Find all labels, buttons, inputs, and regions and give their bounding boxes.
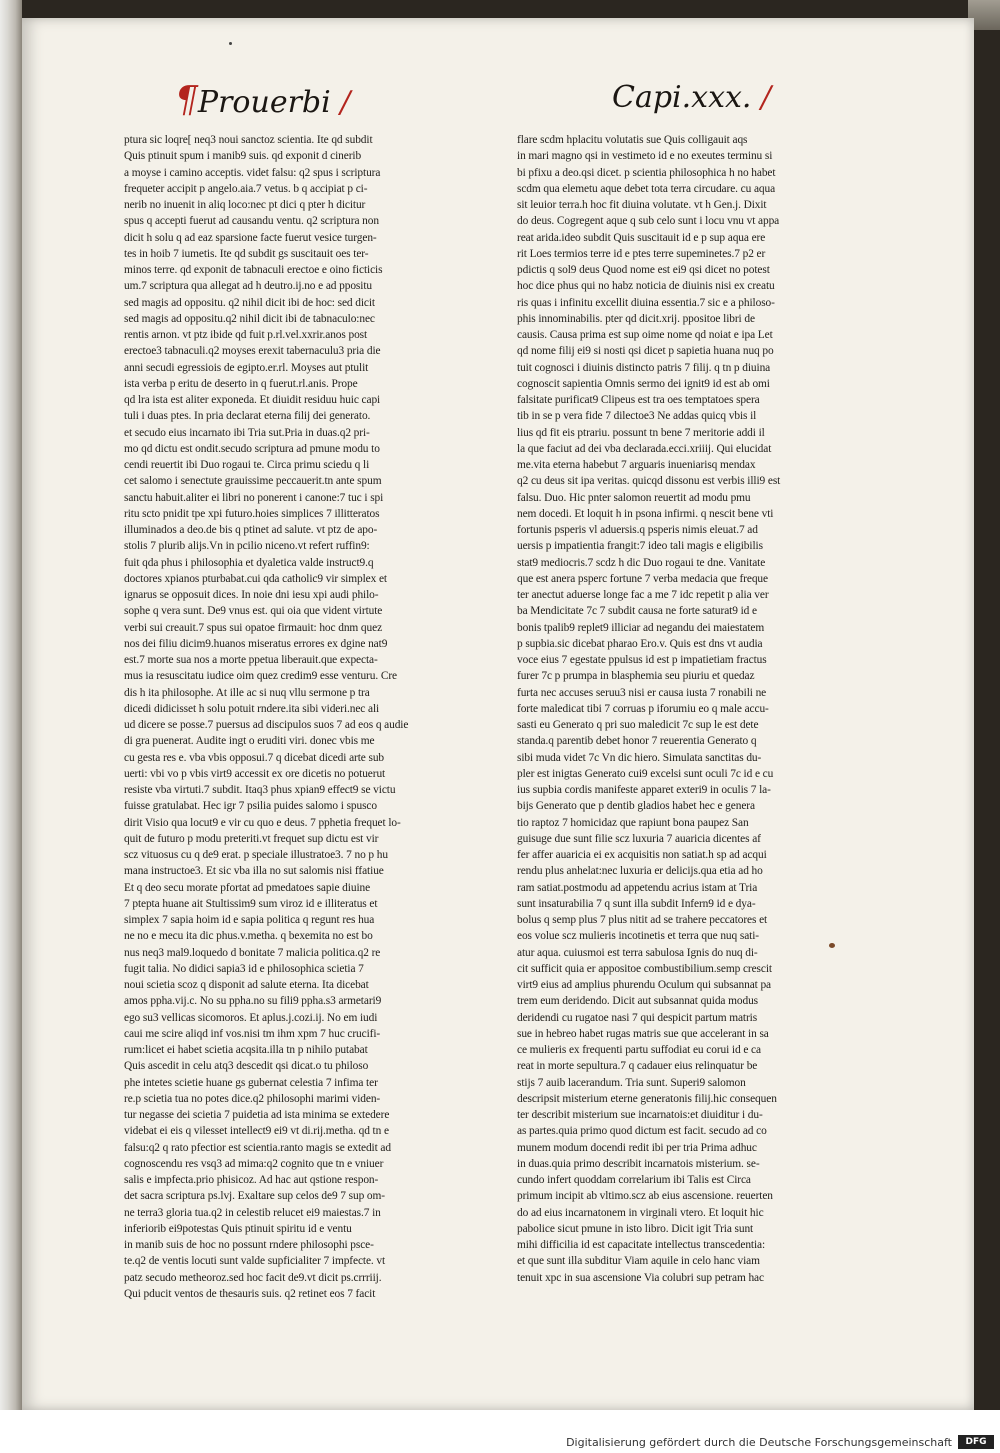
- text-line: virt9 eius ad amplius phurendu Oculum qui subsannat pa: [517, 979, 772, 991]
- text-line: dirit Visio qua locut9 e vir cu quo e deus. 7 pphetia frequet lo-: [124, 816, 401, 829]
- text-line: re.p scietia tua no potes dice.q2 philosophi marimi viden-: [124, 1092, 381, 1105]
- text-line: qd lra ista est aliter exponeda. Et diuidit residuu huic capi: [124, 394, 381, 406]
- text-line: tib in se p vera fide 7 dilectoe3 Ne addas quicq vbis il: [517, 410, 757, 423]
- text-line: rentis arnon. vt ptz ibide qd fuit p.rl.vel.xxrir.anos post: [124, 329, 368, 341]
- text-line: ter describit misterium sue incarnatois:et diuiditur i du-: [517, 1109, 763, 1121]
- text-line: sanctu habuit.aliter ei libri no ponerent i canone:7 tuc i spi: [124, 491, 384, 504]
- text-line: di gra puenerat. Audite ingt o eruditi viri. donec vbis me: [124, 735, 375, 748]
- text-line: illuminados a deo.de bis q ptinet ad salute. vt ptz de apo-: [124, 524, 378, 536]
- ink-stain: [829, 943, 835, 948]
- text-line: sasti eu Generato q pri suo maledicit 7c sup le est dete: [517, 719, 759, 731]
- text-line: rum:licet ei habet scietia acqsita.illa tn p nihilo putabat: [124, 1044, 368, 1056]
- text-line: ram satiat.postmodu ad appetendu acrius istam at Tria: [517, 881, 758, 894]
- text-line: um.7 scriptura qua allegat ad h deutro.ij.no e ad ppositu: [124, 280, 372, 293]
- text-line: fugit talia. No didici sapia3 id e philosophica scietia 7: [124, 962, 364, 975]
- text-line: guisuge due sunt filie scz luxuria 7 auaricia dicentes af: [517, 832, 761, 845]
- text-line: in duas.quia primo describit incarnatois misterium. se-: [517, 1157, 760, 1170]
- text-line: dis h ita philosophe. At ille ac si nuq vllu sermone p tra: [124, 686, 370, 699]
- text-line: Quis ascedit in celu atq3 descedit qsi dicat.o tu philoso: [124, 1060, 369, 1073]
- text-line: sed magis ad oppositu.q2 nihil dicit ibi de tabnaculo:nec: [124, 312, 375, 325]
- text-line: ptura sic loqre[ neq3 noui sanctoz scientia. Ite qd subdit: [124, 134, 373, 146]
- text-line: deridendi cu rugatoe nasi 7 qui despicit partum matris: [517, 1011, 758, 1024]
- text-line: fer affer auaricia ei ex acquisitis non satiat.h sp ad acqui: [517, 849, 767, 861]
- text-line: Quis ptinuit spum i manib9 suis. qd exponit d cinerib: [124, 150, 362, 163]
- text-line: fuit qda phus i philosophia et dyaletica valde instruct9.q: [124, 556, 374, 569]
- book-page-edges-left: [0, 0, 22, 1410]
- text-line: cendi reuertit ibi Duo rogaui te. Circa primu sciedu q li: [124, 459, 370, 471]
- text-line: caui me scire aliqd inf vos.nisi tm ihm xpm 7 huc crucifi-: [124, 1027, 381, 1040]
- text-line: Et q deo secu morate pfortat ad pmedatoes sapie diuine: [124, 881, 371, 894]
- text-line: primum incipit ab vltimo.scz ab eius ascensione. reuerten: [517, 1190, 773, 1203]
- text-line: ris quas i infinitu excellit diuina essentia.7 sic e a philoso-: [517, 296, 775, 309]
- text-line: simplex 7 sapia hoim id e sapia politica q regunt res hua: [124, 914, 375, 926]
- text-line: falsitate purificat9 Clipeus est tra oes temptatoes spera: [517, 394, 760, 406]
- text-line: ritu scto pnidit tpe xpi futuro.hoies simplices 7 illitteratos: [124, 507, 380, 520]
- text-line: nos dei filiu dicim9.huanos miseratus errores ex dgine nat9: [124, 637, 388, 650]
- text-line: ce mulieris ex frequenti partu suffodiat eu corui id e ca: [517, 1044, 761, 1056]
- text-line: videbat ei eis q vilesset intellect9 ei9 vt di.rij.metha. qd tn e: [124, 1125, 389, 1138]
- text-line: rit Loes termios terre id e ptes terre supeminetes.7 p2 er: [517, 247, 766, 260]
- text-line: mihi difficilia id est capacitate intellectus transcedentia:: [517, 1239, 766, 1251]
- text-line: tuit cognosci i diuinis distincto patris 7 filij. q tn p diuina: [517, 361, 771, 374]
- text-line: doctores xpianos pturbabat.cui qda catholic9 vir simplex et: [124, 572, 387, 585]
- text-line: resiste vba virtuti.7 subdit. Itaq3 phus xpian9 effect9 se victu: [124, 784, 396, 796]
- text-line: frequeter accipit p angelo.aia.7 vetus. b q accipiat p ci-: [124, 182, 368, 195]
- text-line: erectoe3 tabnaculi.q2 moyses erexit tabernaculu3 pria die: [124, 345, 381, 358]
- running-head-left-text: Prouerbi: [197, 85, 331, 120]
- text-line: inferiorib ei9potestas Quis ptinuit spiritu id e ventu: [124, 1222, 352, 1235]
- text-line: munem modum docendi redit ibi per tria Prima adhuc: [517, 1141, 757, 1154]
- text-line: q2 cu deus sit ipa veritas. quicqd dissonu est verbis illi9 est: [517, 475, 781, 488]
- text-line: et secudo eius incarnato ibi Tria sut.Pria in duas.q2 pri-: [124, 426, 370, 439]
- text-line: reat arida.ideo subdit Quis suscitauit id e p sup aqua ere: [517, 231, 766, 244]
- text-line: lius qd fit eis ptrariu. possunt tn bene 7 meritorie addi il: [517, 426, 765, 439]
- text-line: in mari magno qsi in vestimeto id e no exeutes terminu si: [517, 150, 773, 163]
- text-line: sed magis ad oppositu. q2 nihil dicit ibi de hoc: sed dicit: [124, 296, 375, 309]
- text-line: spus q accepti fuerut ad causandu ventu. q2 scriptura non: [124, 215, 379, 228]
- text-line: voce eius 7 egestate ppulsus id est p impatietiam fractus: [517, 654, 767, 666]
- text-line: falsu:q2 q rato pfectior est scientia.ranto magis se extedit ad: [124, 1141, 391, 1154]
- text-line: stolis 7 plurib alijs.Vn in pcilio niceno.vt refert ruffin9:: [124, 540, 370, 553]
- text-line: tuli i duas ptes. In pria declarat eterna filij dei generato.: [124, 410, 371, 423]
- text-line: mus ia resuscitatu iudice oim quez credim9 esse venturu. Cre: [124, 670, 397, 683]
- ink-mark: [229, 42, 232, 45]
- text-line: est.7 morte sua nos a morte ppetua liberauit.que expecta-: [124, 654, 378, 666]
- text-line: mana instructoe3. Et sic vba illa no sut salomis nisi ffatiue: [124, 865, 384, 878]
- text-line: dicit h solu q ad eaz sparsione facte fuerut vesice turgen-: [124, 231, 377, 244]
- text-line: sue in hebreo habet rugas matris sue que accelerant in sa: [517, 1027, 769, 1040]
- text-line: ter anectut aduerse longe fac a me 7 idc repetit p alia ver: [517, 589, 769, 601]
- text-line: ba Mendicitate 7c 7 subdit causa ne forte saturat9 id e: [517, 605, 757, 618]
- text-line: minos terre. qd exponit de tabnaculi erectoe e oino ficticis: [124, 264, 383, 276]
- text-line: la que faciut ad dei vba declarada.ecci.xriiij. Qui elucidat: [517, 442, 772, 455]
- text-line: tio raptoz 7 homicidaz que rapiunt bona paupez San: [517, 816, 749, 829]
- text-line: ud dicere se posse.7 puersus ad discipulos suos 7 ad eos q audie: [124, 719, 409, 731]
- text-line: uerti: vbi vo p vbis virt9 accessit ex ore dicetis no potuerut: [124, 767, 386, 780]
- text-line: bonis tpalib9 replet9 illiciar ad negandu dei maiestatem: [517, 621, 765, 634]
- text-line: phis innominabilis. pter qd dicit.xrij. ppositoe libri de: [517, 312, 755, 325]
- text-line: scz vituosus cu q de9 erat. p speciale illustratoe3. 7 no p hu: [124, 849, 388, 861]
- dfg-logo: DFG: [958, 1435, 994, 1449]
- text-line: cundo infert quoddam correlarium ibi Talis est Circa: [517, 1174, 751, 1186]
- text-line: cu gesta res e. vba vbis opposui.7 q dicebat dicedi arte sub: [124, 751, 385, 764]
- text-line: atur aqua. cuiusmoi est terra sabulosa Ignis do nuq di-: [517, 946, 758, 959]
- text-line: mo qd dictu est ondit.secudo scriptura ad pmune modu to: [124, 442, 380, 455]
- text-line: reat in morte sepultura.7 q cadauer eius relinquatur be: [517, 1060, 758, 1073]
- text-line: descripsit misterium eterne generatonis filij.hic consequen: [517, 1092, 777, 1105]
- text-line: causis. Causa prima est sup oime nome qd noiat e ipa Let: [517, 329, 773, 341]
- text-line: trem eum deridendo. Dicit aut subsannat quida modus: [517, 995, 759, 1008]
- rubric-stroke: /: [330, 85, 351, 120]
- text-line: anni secudi egressiois de egipto.er.rl. Moyses aut ptulit: [124, 361, 369, 374]
- text-line: in manib suis de hoc no possunt rndere philosophi psce-: [124, 1239, 374, 1251]
- text-line: ego su3 vellicas sicomoros. Et aplus.j.cozi.ij. No em iudi: [124, 1011, 378, 1024]
- text-line: stat9 mediocris.7 scdz h dic Duo rogaui te dne. Vanitate: [517, 556, 766, 569]
- text-line: fortunis psperis vl aduersis.q psperis nimis eleuat.7 ad: [517, 524, 758, 536]
- text-column-left: [124, 132, 464, 1302]
- text-line: que est anera psperc fortune 7 verba medacia que freque: [517, 572, 768, 585]
- text-line: tur negasse dei scietia 7 puidetia ad ista minima se extedere: [124, 1109, 390, 1121]
- footer-bar: [0, 1410, 1000, 1453]
- text-line: sibi muda videt 7c Vn dic hiero. Simulata sanctitas du-: [517, 751, 762, 764]
- text-line: pabolice sicut pmune in isto libro. Dicit igit Tria sunt: [517, 1222, 754, 1235]
- text-line: me.vita eterna habebut 7 arguaris inueniarisq mendax: [517, 459, 756, 471]
- text-line: cit sufficit quia er appositoe combustibilium.semp crescit: [517, 962, 772, 975]
- text-line: et que sunt illa subditur Viam aquile in celo hanc viam: [517, 1255, 760, 1268]
- text-column-right: [517, 132, 857, 1286]
- text-line: verbi sui creauit.7 spus sui opatoe firmauit: hoc dnm quez: [124, 621, 383, 634]
- text-line: amos ppha.vij.c. No su ppha.no su fili9 ppha.s3 armetari9: [124, 995, 382, 1008]
- text-line: phe intetes scietie huane gs gubernat celestia 7 infima ter: [124, 1076, 378, 1089]
- text-line: bi pfixu a deo.qsi dicet. p scientia philosophica h no habet: [517, 166, 776, 179]
- text-line: hoc dice phus qui no habz noticia de diuinis nisi ex creatu: [517, 280, 775, 293]
- text-line: ista verba p eritu de deserto in q fuerut.rl.anis. Prope: [124, 377, 358, 390]
- text-line: nem docedi. Et loquit h in psona infirmi. q nescit bene vti: [517, 507, 774, 520]
- text-line: scdm qua elemetu aque debet tota terra circudare. cu aqua: [517, 182, 776, 195]
- text-line: 7 ptepta huane ait Stultissim9 sum viroz id e illiteratus et: [124, 897, 378, 910]
- text-line: sunt insaturabilia 7 q sunt illa subdit Infern9 id e dya-: [517, 897, 756, 910]
- text-line: pdictis q sol9 deus Quod nome est ei9 qsi dicet no potest: [517, 264, 770, 276]
- text-line: cet salomo i senectute grauissime peccauerit.tn ante spum: [124, 475, 382, 488]
- text-line: p supbia.sic dicebat pharao Ero.v. Quis est dns vt audia: [517, 637, 763, 650]
- text-line: patz secudo metheoroz.sed hoc facit de9.vt dicit ps.crrriij.: [124, 1271, 382, 1284]
- text-line: furta nec accuses seruu3 nisi er causa iusta 7 ronabili ne: [517, 686, 767, 699]
- text-line: stijs 7 auib lacerandum. Tria sunt. Superi9 salomon: [517, 1076, 746, 1089]
- text-line: sit leuior terra.h hoc fit diuina volutate. vt h Gen.j. Dixit: [517, 199, 767, 211]
- text-line: bijs Generato que p dentib gladios habet hec e genera: [517, 800, 755, 813]
- text-line: a moyse i camino acceptis. videt falsu: q2 spus i scriptura: [124, 166, 381, 179]
- text-line: tes in hoib 7 iumetis. Ite qd subdit gs suscitauit oes ter-: [124, 247, 369, 260]
- text-line: forte maledicat tibi 7 corruas p iforumiu eo q male accu-: [517, 702, 769, 715]
- text-line: quit de futuro p modu preteriti.vt frequet sup dictu est vir: [124, 832, 379, 845]
- running-head-left: [175, 80, 350, 120]
- text-line: sophe q vera sunt. De9 vnus est. qui oia que vident virtute: [124, 605, 383, 618]
- text-line: fuisse gratulabat. Hec igr 7 psilia puides salomo i spusco: [124, 800, 377, 813]
- text-line: falsu. Duo. Hic pnter salomon reuertit ad modu pmu: [517, 491, 751, 504]
- text-line: ius supbia cordis manifeste apparet exteri9 in oculis 7 la-: [517, 784, 771, 796]
- text-line: noui scietia scoz q disponit ad salute eterna. Ita dicebat: [124, 979, 369, 991]
- text-line: te.q2 de ventis locuti sunt valde supficialiter 7 impfecte. vt: [124, 1255, 386, 1268]
- text-line: nus neq3 mal9.loquedo d bonitate 7 malicia politica.q2 re: [124, 946, 381, 959]
- text-line: cognoscit sapientia Omnis sermo dei ignit9 id est ab omi: [517, 377, 770, 390]
- text-line: pler est inigtas Generato cui9 excelsi sunt oculi 7c id e cu: [517, 767, 774, 780]
- text-line: ignarus se opposuit dices. In noie dni iesu xpi audi philo-: [124, 589, 379, 601]
- text-line: bolus q semp plus 7 plus nitit ad se trahere peccatores et: [517, 914, 768, 926]
- text-line: dicedi didicisset h solu potuit rndere.ita sibi videri.nec ali: [124, 702, 380, 715]
- running-head-right: [612, 80, 771, 115]
- running-head-right-text: Capi.xxx.: [612, 80, 752, 115]
- text-line: as partes.quia primo quod dictum est facit. secudo ad co: [517, 1125, 767, 1138]
- rubric-stroke: /: [751, 80, 772, 115]
- text-line: ne no e mecu ita dic phus.v.metha. q bexemita no est bo: [124, 930, 373, 943]
- text-line: qd nome filij ei9 si nosti qsi dicet p sapietia huana nuq po: [517, 345, 774, 358]
- text-line: ne terra3 gloria tua.q2 in celestib relucet ei9 maiestas.7 in: [124, 1206, 381, 1219]
- footer-credit: Digitalisierung gefördert durch die Deutsche Forschungsgemeinschaft: [566, 1436, 952, 1449]
- text-line: salis e impfecta.prio phisicoz. Ad hac aut qstione respon-: [124, 1174, 379, 1186]
- text-line: tenuit xpc in sua ascensione Via colubri sup petram hac: [517, 1271, 764, 1284]
- text-line: flare scdm hplacitu volutatis sue Quis colligauit aqs: [517, 134, 748, 146]
- text-line: cognoscendu res vsq3 ad mima:q2 cognito que tn e vniuer: [124, 1157, 384, 1170]
- text-line: furer 7c p prumpa in blasphemia seu piuriu et quedaz: [517, 670, 755, 683]
- text-line: do deus. Cogregent aque q sub celo sunt i locu vnu vt appa: [517, 215, 780, 228]
- text-line: Qui pducit ventos de thesauris suis. q2 retinet eos 7 facit: [124, 1287, 376, 1300]
- text-line: standa.q parentib debet honor 7 reuerentia Generato q: [517, 735, 757, 748]
- text-line: nerib no inuenit in aliq loco:nec pt dici q pter h dicitur: [124, 199, 366, 211]
- text-line: do ad eius incarnatonem in virginali vtero. Et loquit hic: [517, 1206, 764, 1219]
- text-line: rendu plus anhelat:nec luxuria er delicijs.qua etia ad ho: [517, 865, 763, 878]
- text-line: det sacra scriptura ps.lvj. Exaltare sup celos de9 7 sup om-: [124, 1190, 385, 1203]
- rubric-paragraph-mark: ¶: [175, 80, 198, 121]
- text-line: uersis p impatientia frangit:7 ideo tali magis e eligibilis: [517, 540, 763, 553]
- text-line: eos volue scz mulieris incotinetis et terra que nuq sati-: [517, 930, 759, 943]
